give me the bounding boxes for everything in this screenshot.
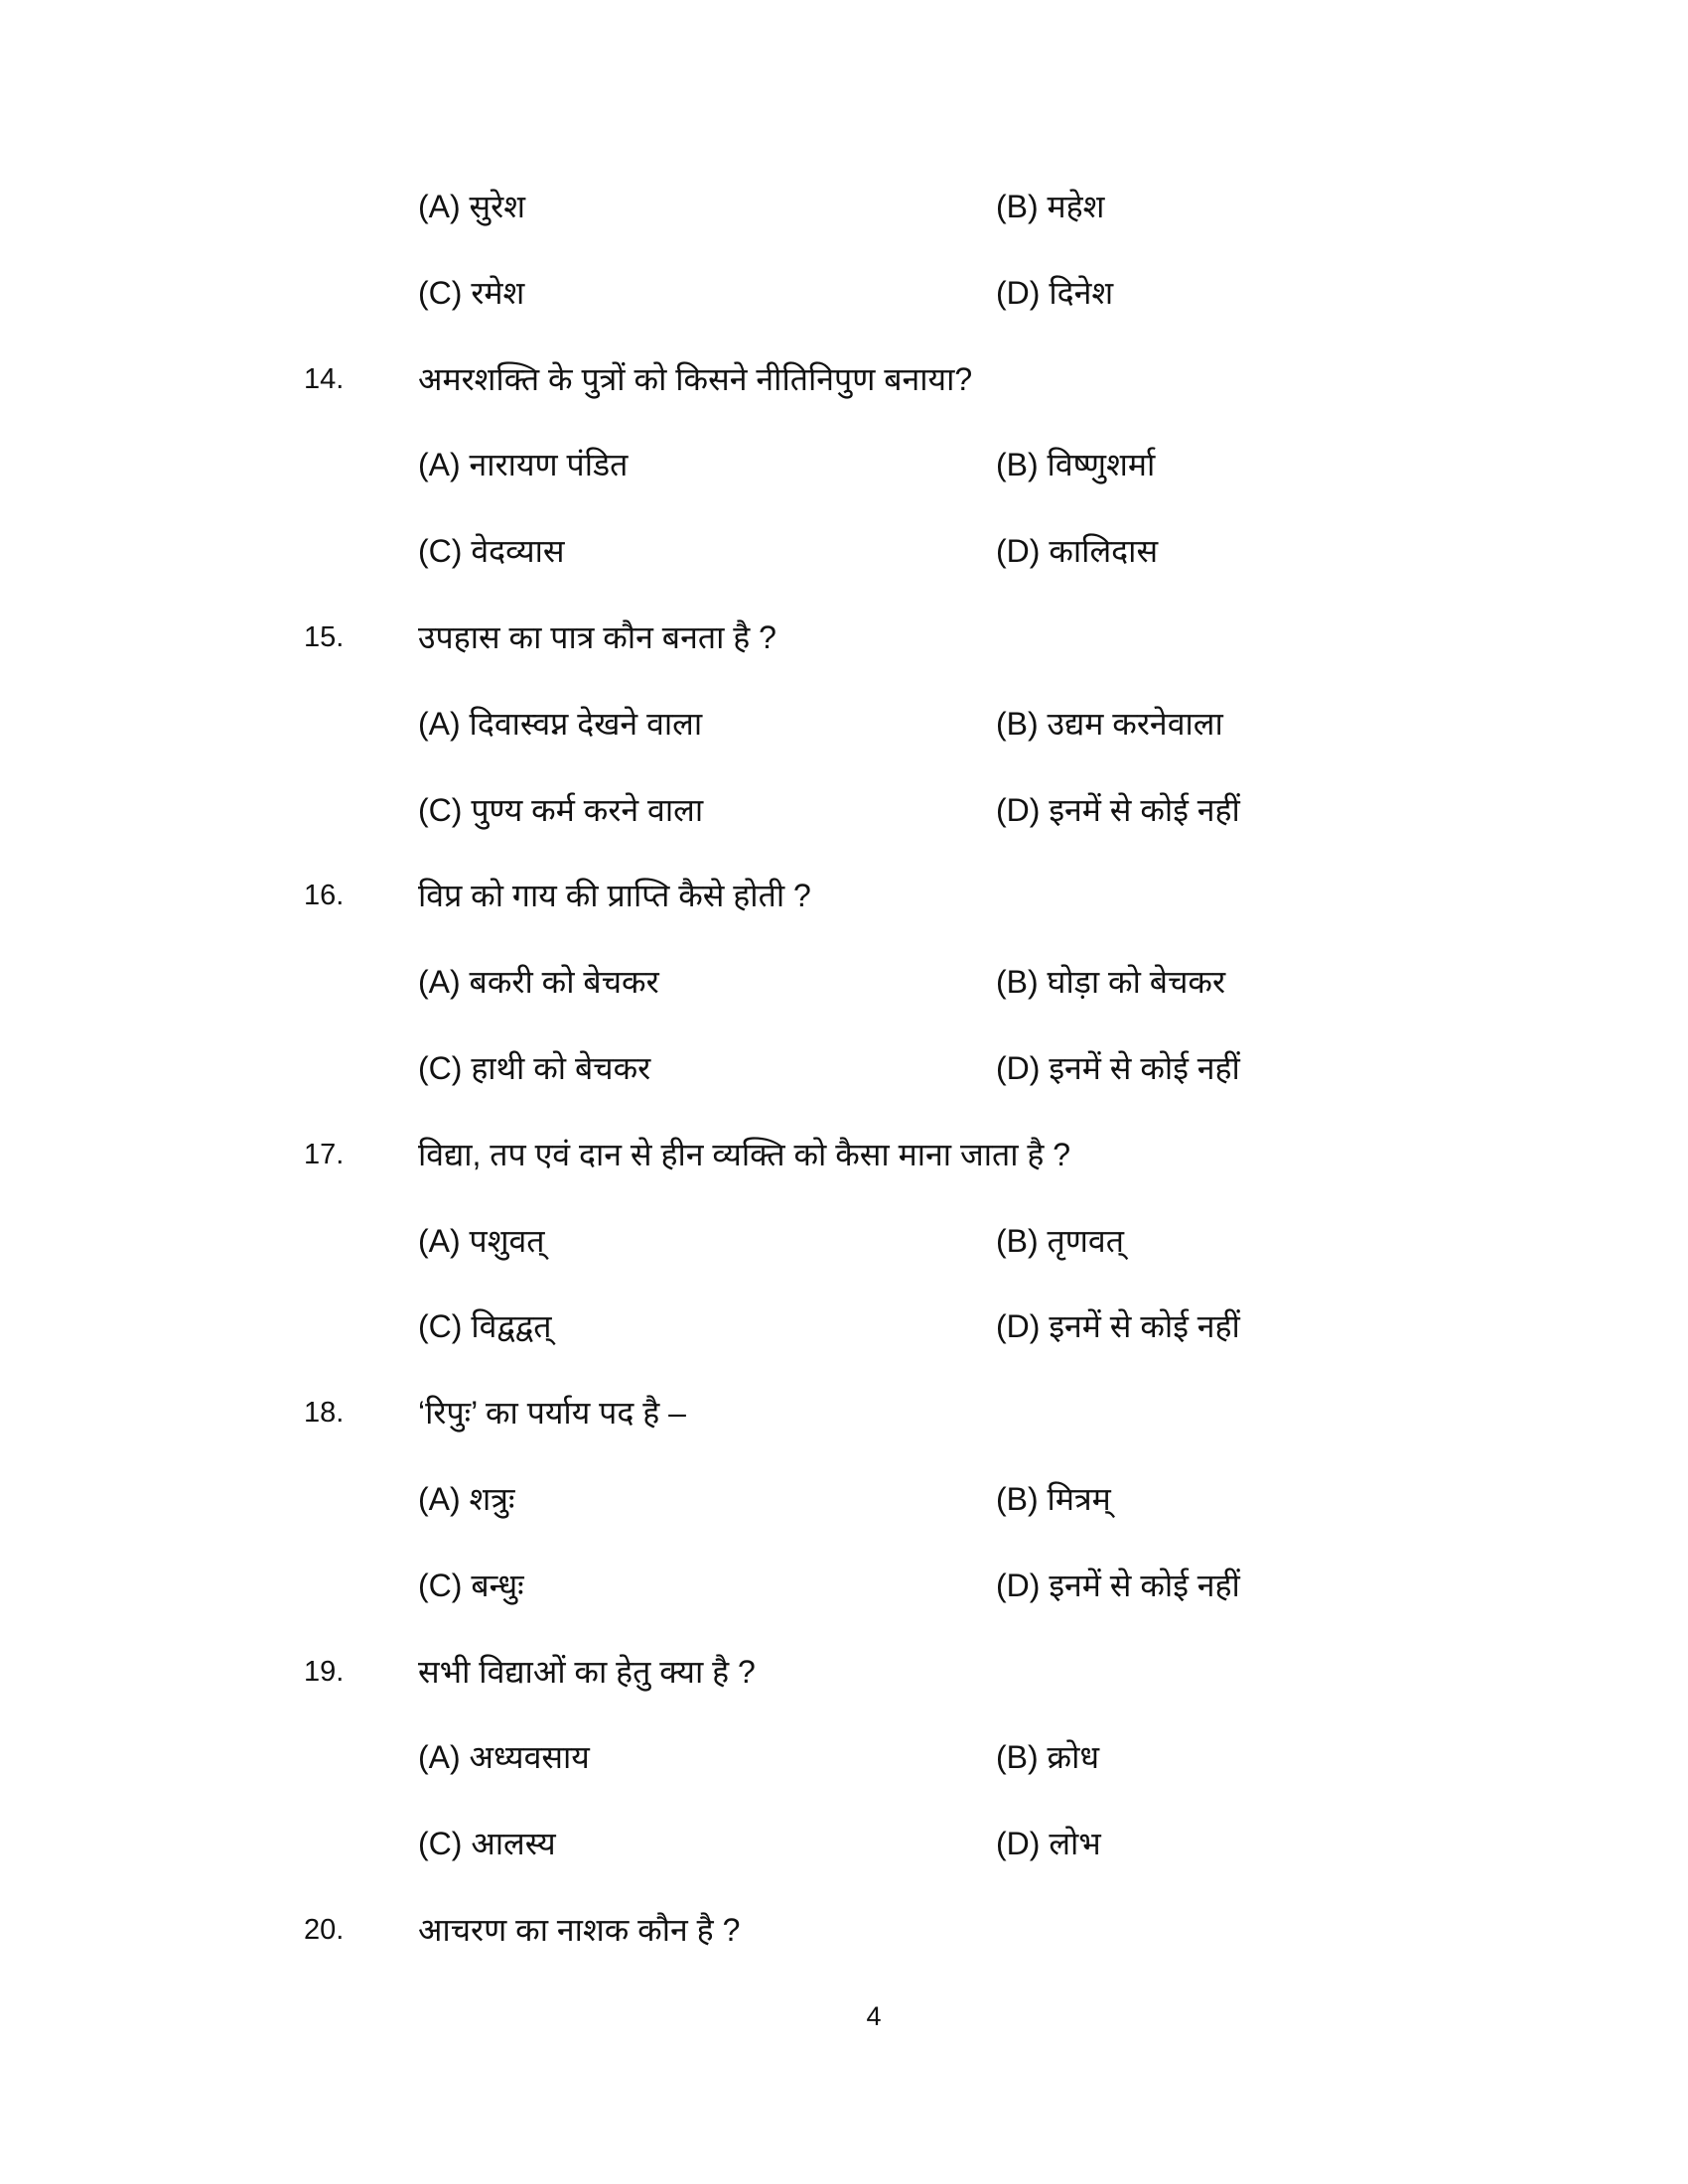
option: (B) घोड़ा को बेचकर	[996, 964, 1226, 1001]
option: (B) महेश	[996, 189, 1105, 224]
options-row	[0, 1043, 1688, 1093]
option: (D) इनमें से कोई नहीं	[996, 791, 1240, 828]
page-number: 4	[866, 2001, 882, 2031]
question-number: 19.	[304, 1655, 345, 1688]
options-row	[0, 1819, 1688, 1868]
option: (B) मित्रम्	[996, 1481, 1111, 1517]
option: (D) दिनेश	[996, 274, 1114, 311]
option: (D) इनमें से कोई नहीं	[996, 1050, 1240, 1086]
question	[0, 1388, 1688, 1437]
options-row	[0, 526, 1688, 576]
options-row	[0, 268, 1688, 318]
question	[0, 1905, 1688, 1955]
option: (B) तृणवत्	[996, 1222, 1124, 1259]
option: (D) लोभ	[996, 1826, 1101, 1862]
question-number: 15.	[304, 621, 345, 653]
option: (D) इनमें से कोई नहीं	[996, 1308, 1240, 1345]
option: (B) विष्णुशर्मा	[996, 447, 1156, 483]
options-row	[0, 182, 1688, 231]
option: (A) सुरेश	[418, 189, 526, 224]
option: (C) वेदव्यास	[418, 533, 565, 570]
option: (B) क्रोध	[996, 1739, 1100, 1776]
option: (D) इनमें से कोई नहीं	[996, 1567, 1240, 1603]
question	[0, 1647, 1688, 1697]
option: (C) पुण्य कर्म करने वाला	[418, 791, 704, 828]
question-text: विप्र को गाय की प्राप्ति कैसे होती ?	[418, 878, 811, 914]
option: (A) पशुवत्	[418, 1222, 545, 1259]
question	[0, 1130, 1688, 1179]
question	[0, 613, 1688, 662]
option: (A) नारायण पंडित	[418, 447, 629, 483]
question-text: ‘रिपुः’ का पर्याय पद है –	[418, 1395, 686, 1432]
question	[0, 354, 1688, 404]
question-number: 14.	[304, 362, 345, 395]
options-row	[0, 699, 1688, 749]
option: (C) रमेश	[418, 274, 525, 311]
options-row	[0, 440, 1688, 489]
options-row	[0, 1732, 1688, 1782]
options-row	[0, 1474, 1688, 1524]
option: (A) दिवास्वप्न देखने वाला	[418, 705, 703, 742]
options-row	[0, 785, 1688, 835]
option: (A) बकरी को बेचकर	[418, 964, 659, 1001]
option: (B) उद्यम करनेवाला	[996, 705, 1223, 742]
option: (C) आलस्य	[418, 1826, 556, 1862]
question-number: 18.	[304, 1397, 345, 1430]
option: (D) कालिदास	[996, 533, 1159, 570]
options-row	[0, 1301, 1688, 1351]
option: (C) बन्धुः	[418, 1567, 524, 1603]
option: (A) शत्रुः	[418, 1481, 515, 1517]
options-row	[0, 957, 1688, 1007]
question-text: उपहास का पात्र कौन बनता है ?	[418, 619, 776, 655]
option: (C) विद्वद्वत्	[418, 1308, 552, 1345]
question-text: विद्या, तप एवं दान से हीन व्यक्ति को कैसा माना जाता है ?	[418, 1136, 1071, 1172]
question-text: सभी विद्याओं का हेतु क्या है ?	[418, 1653, 756, 1690]
option: (A) अध्यवसाय	[418, 1739, 590, 1776]
question-number: 20.	[304, 1914, 345, 1946]
option: (C) हाथी को बेचकर	[418, 1050, 651, 1086]
options-row	[0, 1561, 1688, 1610]
question-number: 16.	[304, 880, 345, 912]
question-text: अमरशक्ति के पुत्रों को किसने नीतिनिपुण बनाया?	[418, 360, 973, 397]
question-text: आचरण का नाशक कौन है ?	[418, 1912, 741, 1948]
question-number: 17.	[304, 1138, 345, 1170]
options-row	[0, 1216, 1688, 1266]
question	[0, 871, 1688, 920]
